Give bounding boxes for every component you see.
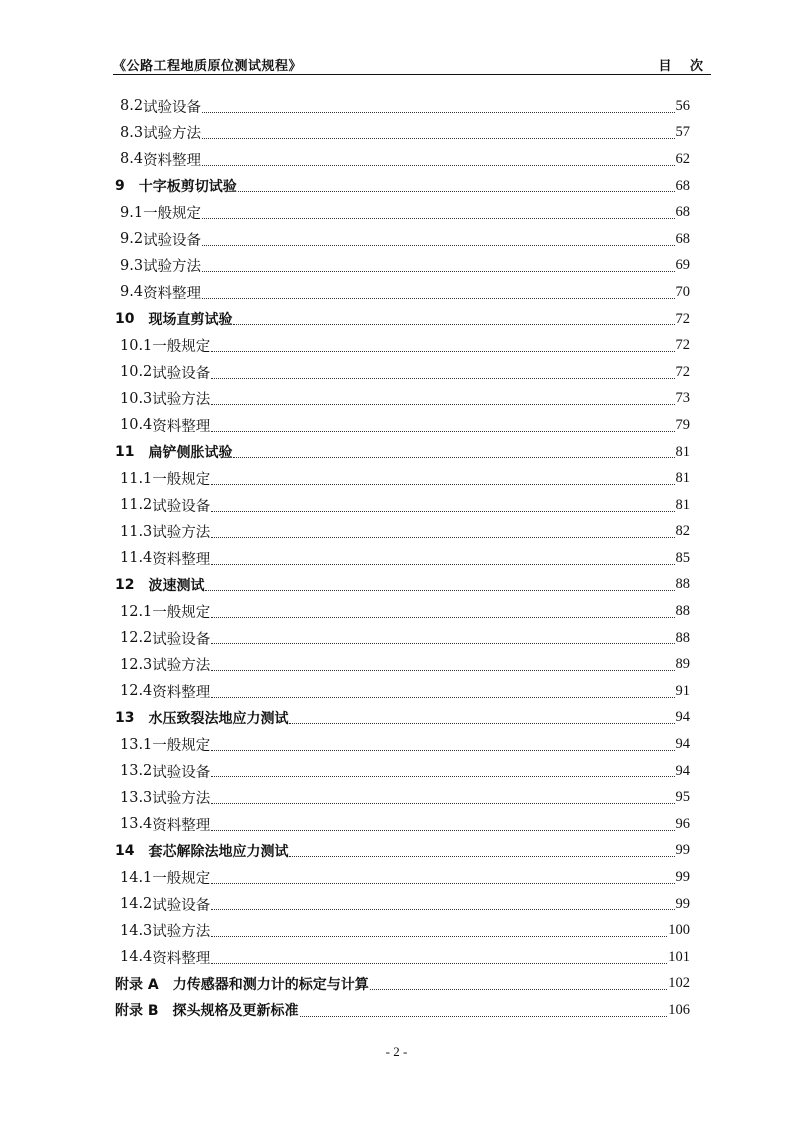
- toc-leader-dots: [202, 164, 674, 166]
- toc-chapter-entry[interactable]: [113, 439, 690, 466]
- toc-section-entry[interactable]: [113, 412, 690, 439]
- toc-entry-title: 探头规格及更新标准: [172, 1003, 299, 1020]
- toc-entry-page: 81: [675, 470, 690, 487]
- toc-entry-title: 一般规定: [152, 339, 211, 356]
- toc-leader-dots: [202, 244, 674, 246]
- toc-leader-dots: [211, 377, 674, 379]
- toc-entry-number: 11: [115, 444, 135, 461]
- toc-leader-dots: [370, 988, 668, 990]
- toc-entry-title: 水压致裂法地应力测试: [148, 710, 289, 727]
- toc-chapter-entry[interactable]: [113, 838, 690, 865]
- page-number: - 2 -: [385, 1044, 408, 1059]
- toc-entry-title: 十字板剪切试验: [138, 179, 237, 196]
- toc-section-entry[interactable]: [113, 519, 690, 546]
- toc-leader-dots: [211, 829, 674, 831]
- toc-entry-title: 试验方法: [143, 259, 202, 276]
- toc-entry-title: 试验方法: [152, 392, 211, 409]
- toc-entry-page: 99: [675, 869, 690, 886]
- toc-entry-page: 99: [675, 895, 690, 912]
- toc-entry-page: 68: [675, 177, 690, 194]
- toc-entry-page: 96: [675, 815, 690, 832]
- toc-leader-dots: [211, 642, 674, 644]
- toc-entry-page: 72: [675, 310, 690, 327]
- toc-entry-title: 资料整理: [152, 418, 211, 435]
- toc-chapter-entry[interactable]: [113, 572, 690, 599]
- toc-leader-dots: [233, 456, 674, 458]
- toc-leader-dots: [202, 217, 674, 219]
- toc-leader-dots: [211, 350, 674, 352]
- toc-entry-number: 10.1: [120, 337, 153, 354]
- toc-entry-page: 73: [675, 390, 690, 407]
- toc-entry-page: 72: [675, 363, 690, 380]
- toc-entry-number: 附录 A: [115, 976, 159, 993]
- toc-section-entry[interactable]: [113, 944, 690, 971]
- toc-entry-page: 57: [675, 124, 690, 141]
- toc-entry-number: 13.3: [120, 789, 153, 806]
- toc-section-entry[interactable]: [113, 120, 690, 147]
- toc-entry-page: 102: [668, 975, 690, 992]
- toc-entry-number: 11.4: [120, 550, 153, 567]
- toc-entry-title: 现场直剪试验: [148, 312, 233, 329]
- toc-section-entry[interactable]: [113, 386, 690, 413]
- toc-entry-number: 13.4: [120, 816, 153, 833]
- toc-leader-dots: [211, 669, 674, 671]
- toc-leader-dots: [202, 111, 674, 113]
- toc-entry-page: 56: [675, 97, 690, 114]
- toc-entry-page: 94: [675, 709, 690, 726]
- toc-entry-title: 试验设备: [143, 232, 202, 249]
- toc-entry-page: 68: [675, 230, 690, 247]
- toc-leader-dots: [211, 536, 674, 538]
- toc-leader-dots: [233, 323, 674, 325]
- document-title: 《公路工程地质原位测试规程》: [113, 59, 303, 74]
- toc-entry-title: 资料整理: [152, 950, 211, 967]
- toc-leader-dots: [211, 749, 674, 751]
- toc-leader-dots: [300, 1015, 668, 1017]
- toc-leader-dots: [289, 855, 674, 857]
- toc-entry-number: 附录 B: [115, 1003, 159, 1020]
- toc-entry-page: 88: [675, 629, 690, 646]
- toc-section-entry[interactable]: [113, 253, 690, 280]
- toc-entry-title: 试验方法: [152, 525, 211, 542]
- toc-entry-number: 12.4: [120, 683, 153, 700]
- toc-leader-dots: [211, 775, 674, 777]
- toc-section-entry[interactable]: [113, 731, 690, 758]
- toc-entry-number: 8.3: [120, 124, 144, 141]
- toc-entry-number: 9.2: [120, 231, 144, 248]
- toc-entry-page: 100: [668, 922, 690, 939]
- toc-entry-title: 一般规定: [143, 206, 202, 223]
- toc-entry-page: 99: [675, 842, 690, 859]
- toc-leader-dots: [205, 589, 674, 591]
- toc-entry-page: 69: [675, 257, 690, 274]
- toc-entry-page: 88: [675, 603, 690, 620]
- toc-leader-dots: [211, 483, 674, 485]
- toc-entry-page: 106: [668, 1001, 690, 1018]
- toc-entry-number: 10: [115, 311, 135, 328]
- toc-leader-dots: [211, 563, 674, 565]
- toc-entry-title: 力传感器和测力计的标定与计算: [172, 976, 369, 993]
- toc-chapter-entry[interactable]: [113, 306, 690, 333]
- toc-leader-dots: [211, 802, 674, 804]
- toc-entry-page: 89: [675, 656, 690, 673]
- toc-leader-dots: [211, 696, 674, 698]
- toc-entry-title: 试验设备: [152, 498, 211, 515]
- toc-entry-title: 资料整理: [152, 684, 211, 701]
- toc-entry-number: 13: [115, 709, 135, 726]
- toc-entry-page: 82: [675, 523, 690, 540]
- toc-entry-title: 试验方法: [152, 658, 211, 675]
- section-title: 目 次: [658, 59, 703, 74]
- toc-leader-dots: [211, 616, 674, 618]
- toc-section-entry[interactable]: [113, 465, 690, 492]
- toc-entry-number: 11.2: [120, 497, 153, 514]
- toc-entry-number: 11.1: [120, 470, 153, 487]
- toc-entry-number: 12.1: [120, 603, 153, 620]
- toc-entry-page: 85: [675, 549, 690, 566]
- toc-entry-title: 一般规定: [152, 738, 211, 755]
- toc-entry-number: 14: [115, 842, 135, 859]
- toc-entry-number: 11.3: [120, 523, 153, 540]
- toc-leader-dots: [202, 137, 674, 139]
- toc-entry-number: 13.2: [120, 763, 153, 780]
- toc-section-entry[interactable]: [113, 651, 690, 678]
- toc-entry-page: 70: [675, 283, 690, 300]
- toc-entry-page: 68: [675, 204, 690, 221]
- toc-entry-title: 试验设备: [152, 897, 211, 914]
- toc-leader-dots: [211, 510, 674, 512]
- toc-section-entry[interactable]: [113, 784, 690, 811]
- toc-chapter-entry[interactable]: [113, 997, 690, 1024]
- toc-section-entry[interactable]: [113, 625, 690, 652]
- toc-entry-number: 8.4: [120, 151, 144, 168]
- toc-entry-title: 套芯解除法地应力测试: [148, 843, 289, 860]
- toc-section-entry[interactable]: [113, 891, 690, 918]
- toc-leader-dots: [211, 403, 674, 405]
- toc-entry-number: 14.3: [120, 922, 153, 939]
- toc-entry-number: 9: [115, 178, 125, 195]
- toc-entry-title: 一般规定: [152, 472, 211, 489]
- toc-section-entry[interactable]: [113, 226, 690, 253]
- table-of-contents: [113, 93, 690, 1024]
- toc-entry-page: 94: [675, 762, 690, 779]
- toc-entry-title: 试验设备: [152, 764, 211, 781]
- toc-entry-page: 94: [675, 736, 690, 753]
- toc-entry-title: 波速测试: [148, 577, 205, 594]
- toc-entry-number: 10.2: [120, 364, 153, 381]
- toc-section-entry[interactable]: [113, 864, 690, 891]
- toc-entry-number: 10.3: [120, 390, 153, 407]
- toc-leader-dots: [202, 297, 674, 299]
- toc-chapter-entry[interactable]: [113, 705, 690, 732]
- toc-entry-title: 资料整理: [152, 817, 211, 834]
- toc-entry-number: 10.4: [120, 417, 153, 434]
- toc-entry-number: 12.3: [120, 656, 153, 673]
- page-header: [113, 54, 711, 75]
- toc-section-entry[interactable]: [113, 598, 690, 625]
- toc-section-entry[interactable]: [113, 678, 690, 705]
- toc-entry-title: 资料整理: [143, 285, 202, 302]
- toc-leader-dots: [211, 430, 674, 432]
- toc-section-entry[interactable]: [113, 332, 690, 359]
- toc-entry-page: 101: [668, 948, 690, 965]
- toc-leader-dots: [211, 962, 667, 964]
- toc-entry-title: 试验设备: [152, 631, 211, 648]
- toc-entry-page: 88: [675, 576, 690, 593]
- toc-entry-title: 试验方法: [152, 924, 211, 941]
- toc-entry-title: 资料整理: [152, 551, 211, 568]
- toc-section-entry[interactable]: [113, 758, 690, 785]
- toc-entry-title: 试验设备: [152, 365, 211, 382]
- toc-entry-page: 95: [675, 789, 690, 806]
- toc-entry-title: 试验设备: [143, 99, 202, 116]
- toc-section-entry[interactable]: [113, 811, 690, 838]
- toc-entry-number: 13.1: [120, 736, 153, 753]
- toc-entry-title: 试验方法: [143, 126, 202, 143]
- toc-section-entry[interactable]: [113, 146, 690, 173]
- toc-entry-title: 试验方法: [152, 791, 211, 808]
- toc-section-entry[interactable]: [113, 279, 690, 306]
- toc-leader-dots: [202, 270, 674, 272]
- toc-entry-number: 14.2: [120, 896, 153, 913]
- toc-leader-dots: [289, 722, 674, 724]
- toc-entry-number: 9.4: [120, 284, 144, 301]
- toc-section-entry[interactable]: [113, 917, 690, 944]
- toc-entry-title: 扁铲侧胀试验: [148, 445, 233, 462]
- toc-entry-number: 12: [115, 576, 135, 593]
- toc-section-entry[interactable]: [113, 93, 690, 120]
- toc-entry-number: 9.3: [120, 257, 144, 274]
- toc-entry-page: 79: [675, 416, 690, 433]
- toc-entry-number: 14.4: [120, 949, 153, 966]
- toc-leader-dots: [238, 190, 675, 192]
- toc-entry-page: 81: [675, 443, 690, 460]
- toc-section-entry[interactable]: [113, 359, 690, 386]
- toc-section-entry[interactable]: [113, 545, 690, 572]
- toc-entry-title: 一般规定: [152, 605, 211, 622]
- toc-section-entry[interactable]: [113, 492, 690, 519]
- toc-chapter-entry[interactable]: [113, 173, 690, 200]
- toc-entry-number: 14.1: [120, 869, 153, 886]
- toc-leader-dots: [211, 882, 674, 884]
- toc-section-entry[interactable]: [113, 199, 690, 226]
- toc-entry-page: 91: [675, 682, 690, 699]
- toc-entry-title: 一般规定: [152, 871, 211, 888]
- toc-leader-dots: [211, 935, 667, 937]
- toc-entry-title: 资料整理: [143, 152, 202, 169]
- toc-entry-page: 72: [675, 337, 690, 354]
- toc-entry-page: 81: [675, 496, 690, 513]
- toc-leader-dots: [211, 908, 674, 910]
- toc-entry-page: 62: [675, 150, 690, 167]
- toc-chapter-entry[interactable]: [113, 971, 690, 998]
- toc-entry-number: 9.1: [120, 204, 144, 221]
- toc-entry-number: 8.2: [120, 98, 144, 115]
- toc-entry-number: 12.2: [120, 630, 153, 647]
